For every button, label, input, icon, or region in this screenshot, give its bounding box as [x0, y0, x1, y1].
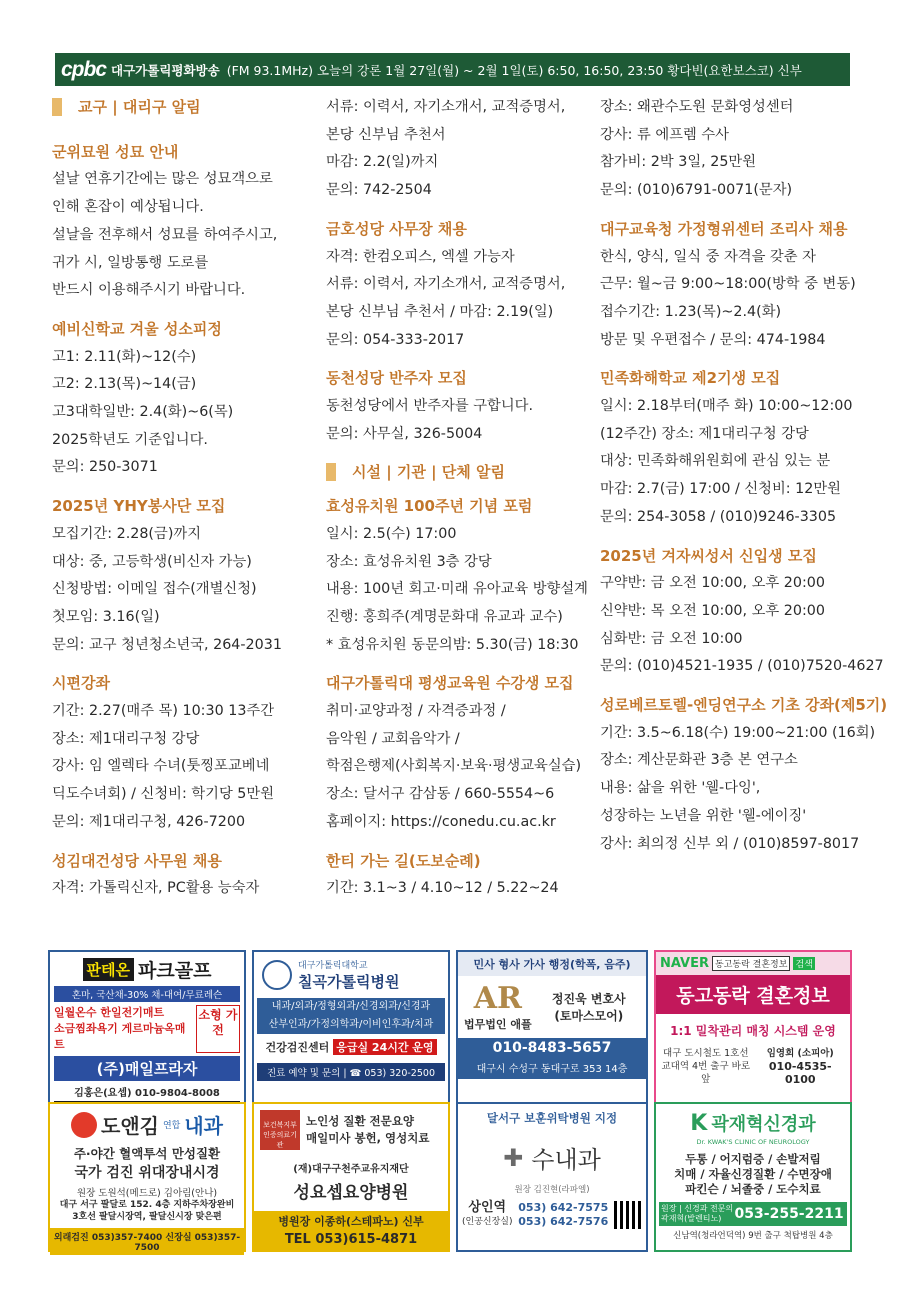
ad-law-firm: 법무법인 애플	[464, 1018, 532, 1031]
notice-line: 홈페이지: https://conedu.cu.ac.kr	[326, 813, 556, 830]
notice-line: 문의: 사무실, 326-5004	[326, 425, 483, 442]
notice-line: 장소: 왜관수도원 문화영성센터	[600, 99, 794, 115]
ad-doankim-dept: 내과	[184, 1114, 223, 1138]
notice-line: 동천성당에서 반주자를 구합니다.	[326, 398, 533, 415]
notice-line: 문의: (010)6791-0071(문자)	[600, 182, 793, 199]
notice-line: 본당 신부님 추천서 / 마감: 2.19(일)	[326, 303, 554, 320]
notice-line: 참가비: 2박 3일, 25만원	[600, 154, 757, 171]
notice-line: 고1: 2.11(화)~12(수)	[52, 348, 197, 365]
ad-law-phone: 010-8483-5657	[458, 1038, 646, 1058]
section-heading-diocese: 교구 | 대리구 알림	[52, 94, 215, 122]
ad-doankim-sub: 연합	[162, 1121, 181, 1131]
notice-line: 장소: 제1대리구청 강당	[52, 730, 200, 747]
notice-line: 자격: 가톨릭신자, PC활용 능숙자	[52, 880, 260, 897]
ad-apple-law-firm[interactable]	[456, 950, 648, 1108]
notice-line: 대상: 민족화해위원회에 관심 있는 분	[600, 453, 831, 470]
ad-park-golf-promo: 혼마, 국산채-30% 채-대여/무료레슨	[54, 986, 240, 1002]
notice-line: 장소: 효성유치원 3층 강당	[326, 553, 492, 570]
notice-line: 2025학년도 기준입니다.	[52, 431, 208, 448]
notice-line: 성장하는 노년을 위한 '웰-에이징'	[600, 807, 807, 824]
notice-line: 인해 혼잡이 예상됩니다.	[52, 199, 204, 216]
ad-su-name: 수내과	[531, 1146, 601, 1174]
notice-line: 기간: 3.1~3 / 4.10~12 / 5.22~24	[326, 880, 559, 897]
ad-kwak-name: 곽재혁신경과	[711, 1114, 816, 1135]
ad-kwak-line1: 두통 / 어지럼증 / 손발저림	[685, 1152, 821, 1166]
ad-chilgok-name: 칠곡가톨릭병원	[298, 973, 400, 991]
notice-line: 모집기간: 2.28(금)까지	[52, 525, 202, 542]
notice-title: 효성유치원 100주년 기념 포럼	[326, 497, 533, 516]
neuro-logo-icon: K	[690, 1110, 708, 1136]
notice-title: 성로베르토렐-엔딩연구소 기초 강좌(제5기)	[600, 696, 888, 715]
notice-title: 2025년 YHY봉사단 모집	[52, 497, 226, 516]
notice-title: 시편강좌	[52, 674, 110, 693]
notice-line: 딕도수녀회) / 신청비: 학기당 5만원	[52, 786, 275, 803]
notice-line: 학점은행제(사회복지·보육·평생교육실습)	[326, 758, 582, 775]
ad-joseph-t2: 매일미사 봉헌, 영성치료	[306, 1131, 430, 1145]
ad-park-golf-contact: 김홍은(요셉) 010-9804-8008	[74, 1088, 220, 1099]
ad-joseph-tel: TEL 053)615-4871	[254, 1231, 448, 1250]
ad-joseph-director: 병원장 이종하(스테파노) 신부	[254, 1211, 448, 1231]
notice-line: 접수기간: 1.23(목)~2.4(화)	[600, 303, 782, 320]
ad-chilgok-tel: 진료 예약 및 문의 | ☎ 053) 320-2500	[257, 1063, 445, 1081]
notice-line: 문의: (010)4521-1935 / (010)7520-4627	[600, 658, 884, 675]
notice-line: 음악원 / 교회음악가 /	[326, 730, 460, 747]
ad-kwak-addr: 신남역(청라언덕역) 9번 출구 척탑병원 4층	[673, 1231, 833, 1241]
notice-line: * 효성유치원 동문의밤: 5.30(금) 18:30	[326, 636, 579, 653]
notice-line: 설날을 전후해서 성묘를 하여주시고,	[52, 226, 278, 243]
ad-kwak-eng: Dr. KWAK'S CLINIC OF NEUROLOGY	[696, 1138, 810, 1146]
notice-line: 기간: 3.5~6.18(수) 19:00~21:00 (16회)	[600, 724, 876, 741]
notice-title: 예비신학교 겨울 성소피정	[52, 319, 222, 338]
ad-kwak-line2: 치매 / 자율신경질환 / 수면장애	[674, 1167, 832, 1181]
ad-park-golf-line1: 일월온수 한일전기매트	[54, 1006, 165, 1019]
ad-park-golf-side: 소형 가전	[196, 1005, 240, 1053]
notice-line: 첫모임: 3.16(일)	[52, 608, 160, 625]
ad-chilgok-depts2: 산부인과/가정의학과/이비인후과/치과	[268, 1019, 434, 1030]
column-middle-notices	[326, 94, 591, 903]
ad-chilgok-school: 대구가톨릭대학교	[298, 961, 368, 971]
notice-line: 진행: 홍희주(계명문화대 유교과 교수)	[326, 608, 563, 625]
notice-line: 신약반: 목 오전 10:00, 오후 20:00	[600, 602, 825, 619]
notice-line: 근무: 월~금 9:00~18:00(방학 중 변동)	[600, 276, 856, 293]
sermon-info: (FM 93.1MHz) 오늘의 강론 1월 27일(월) ~ 2월 1일(토) 6:50, 16:50, 23:50 황다빈(요한보스코) 신부	[226, 62, 802, 78]
broadcast-banner	[55, 53, 850, 86]
ad-dongo-loc2: 교대역 4번 출구 바로 앞	[661, 1061, 751, 1085]
ad-park-golf-brand: 판테온	[83, 958, 134, 981]
notice-line: 서류: 이력서, 자기소개서, 교적증명서,	[326, 99, 566, 115]
ad-su-doctor: 원장 김진현(라파엘)	[514, 1185, 590, 1195]
notice-line: 한식, 양식, 일식 중 자격을 갖춘 자	[600, 248, 816, 265]
ad-joseph-t1: 노인성 질환 전문요양	[306, 1114, 414, 1128]
ad-dongo-person: 임영희 (소피아)	[766, 1048, 834, 1059]
ad-park-golf[interactable]	[48, 950, 246, 1108]
notice-line: 설날 연휴기간에는 많은 성묘객으로	[52, 171, 273, 188]
ad-naver-search: 동고동락 결혼정보	[712, 956, 790, 971]
notice-line: 신청방법: 이메일 접수(개별신청)	[52, 581, 257, 598]
ad-doankim-tel: 외래검진 053)357-7400 신장실 053)357-7500	[50, 1228, 244, 1255]
notice-line: 마감: 2.2(일)까지	[326, 154, 439, 171]
qr-code-icon	[614, 1201, 642, 1229]
notice-title: 대구가톨릭대 평생교육원 수강생 모집	[326, 674, 574, 693]
ad-doankim-docs: 원장 도원석(메드로) 김아림(안나)	[76, 1188, 218, 1199]
ad-law-baptismal: (토마스모어)	[554, 1009, 624, 1023]
notice-line: 강사: 임 엘렉타 수녀(툿찡포교베네	[52, 758, 270, 775]
notice-line: 대상: 중, 고등학생(비신자 가능)	[52, 553, 252, 570]
notice-line: 귀가 시, 일방통행 도로를	[52, 254, 209, 271]
notice-title: 동천성당 반주자 모집	[326, 369, 467, 388]
clinic-logo-icon	[71, 1112, 97, 1138]
ad-su-phone2: 053) 642-7576	[518, 1215, 609, 1228]
hospital-emblem-icon	[262, 960, 292, 990]
notice-title: 민족화해학교 제2기생 모집	[600, 369, 781, 388]
ad-st-joseph-hospital[interactable]	[252, 1102, 450, 1252]
ad-kwak-neurology[interactable]	[654, 1102, 852, 1252]
ad-doankim-line2: 국가 검진 위대장내시경	[74, 1165, 220, 1181]
notice-line: 강사: 최의정 신부 외 / (010)8597-8017	[600, 835, 860, 852]
notice-line: 자격: 한컴오피스, 엑셀 가능자	[326, 248, 515, 265]
ad-joseph-badge: 보건복지부 인증의료기관	[260, 1110, 300, 1150]
column-right-notices	[600, 94, 888, 858]
ad-chilgok-check: 건강검진센터	[265, 1041, 330, 1054]
ad-dongo-loc1: 대구 도시철도 1호선	[663, 1048, 749, 1059]
notice-line: 내용: 삶을 위한 '웰-다잉',	[600, 780, 761, 797]
notice-title: 대구교육청 가정형위센터 조리사 채용	[600, 219, 848, 238]
ad-chilgok-hospital[interactable]	[252, 950, 450, 1108]
cpbc-logo: cpbc	[61, 57, 107, 81]
cross-icon: ✚	[503, 1143, 524, 1172]
ad-law-mark: AR	[473, 981, 522, 1016]
ad-joseph-name: 성요셉요양병원	[293, 1183, 409, 1203]
notice-line: 본당 신부님 추천서	[326, 126, 446, 143]
ad-doankim-clinic[interactable]	[48, 1102, 246, 1252]
notice-title: 한티 가는 길(도보순례)	[326, 851, 481, 870]
notice-line: 문의: 교구 청년청소년국, 264-2031	[52, 636, 282, 653]
notice-line: 기간: 2.27(매주 목) 10:30 13주간	[52, 703, 275, 720]
notice-line: 문의: 제1대리구청, 426-7200	[52, 813, 246, 830]
notice-line: 문의: 254-3058 / (010)9246-3305	[600, 508, 837, 525]
notice-title: 2025년 겨자씨성서 신입생 모집	[600, 546, 817, 565]
notice-line: 문의: 742-2504	[326, 182, 432, 199]
notice-line: (12주간) 장소: 제1대리구청 강당	[600, 425, 809, 442]
ad-doankim-addr2: 3호선 팔달시장역, 팔달신시장 맞은편	[72, 1212, 222, 1222]
ad-dongo-marriage[interactable]	[654, 950, 852, 1108]
ad-kwak-phone: 053-255-2211	[734, 1206, 844, 1222]
notice-title: 금호성당 사무장 채용	[326, 219, 467, 238]
ad-joseph-org: (재)대구구천주교유지재단	[293, 1164, 409, 1175]
notice-line: 일시: 2.18부터(매주 화) 10:00~12:00	[600, 398, 853, 415]
notice-line: 내용: 100년 회고·미래 유아교육 방향설계	[326, 581, 588, 598]
notice-line: 강사: 류 에프렘 수사	[600, 126, 729, 143]
ad-park-golf-line2: 소금찜좌욕기 게르마늄옥매트	[54, 1022, 186, 1051]
notice-line: 고3대학일반: 2.4(화)~6(목)	[52, 404, 234, 421]
notice-title: 성김대건성당 사무원 채용	[52, 851, 222, 870]
ad-naver-search-button[interactable]: 검색	[793, 957, 814, 970]
ad-chilgok-depts1: 내과/외과/정형외과/신경외과/신경과	[271, 1001, 431, 1012]
ad-doankim-name: 도앤김	[101, 1114, 159, 1138]
ad-su-station: 상인역	[468, 1200, 507, 1215]
notice-line: 방문 및 우편접수 / 문의: 474-1984	[600, 331, 826, 348]
notice-line: 문의: 250-3071	[52, 459, 158, 476]
ad-su-title: 달서구 보훈위탁병원 지정	[486, 1111, 618, 1125]
notice-line: 취미·교양과정 / 자격증과정 /	[326, 703, 506, 720]
ad-kwak-line3: 파킨슨 / 뇌졸중 / 도수치료	[685, 1182, 821, 1196]
column-diocese-notices	[52, 94, 314, 903]
ad-kwak-doc2: 곽재혁(발렌티노)	[661, 1214, 722, 1223]
station-name: 대구가톨릭평화방송	[111, 62, 220, 78]
ad-su-sub: (인공신장실)	[462, 1217, 513, 1227]
ad-kwak-doc1: 원장 | 신경과 전문의	[661, 1204, 734, 1213]
notice-title: 군위묘원 성묘 안내	[52, 142, 179, 161]
notice-line: 심화반: 금 오전 10:00	[600, 630, 743, 647]
notice-line: 장소: 달서구 감삼동 / 660-5554~6	[326, 786, 555, 803]
ad-law-title: 민사 형사 가사 행정(학폭, 음주)	[458, 952, 646, 976]
ad-law-address: 대구시 수성구 동대구로 353 14층	[458, 1058, 646, 1079]
ad-dongo-name: 동고동락 결혼정보	[656, 975, 850, 1014]
notice-line: 장소: 계산문화관 3층 본 연구소	[600, 752, 798, 769]
notice-line: 일시: 2.5(수) 17:00	[326, 525, 457, 542]
ad-park-golf-company: (주)매일프라자	[54, 1056, 240, 1081]
ad-park-golf-name: 파크골프	[138, 960, 212, 982]
notice-line: 서류: 이력서, 자기소개서, 교적증명서,	[326, 276, 566, 293]
section-heading-facilities: 시설 | 기관 | 단체 알림	[326, 459, 519, 487]
ad-naver-brand: NAVER	[660, 956, 710, 971]
ad-su-clinic[interactable]	[456, 1102, 648, 1252]
notice-line: 마감: 2.7(금) 17:00 / 신청비: 12만원	[600, 481, 841, 498]
ad-dongo-system: 1:1 밀착관리 매칭 시스템 운영	[670, 1024, 836, 1038]
ad-law-lawyer: 정진욱 변호사	[551, 992, 626, 1006]
ad-doankim-addr1: 대구 서구 팔달로 152. 4층 지하주차장완비	[59, 1200, 235, 1210]
notice-line: 문의: 054-333-2017	[326, 331, 465, 348]
ad-doankim-line1: 주·야간 혈액투석 만성질환	[73, 1146, 221, 1161]
ad-dongo-phone: 010-4535-0100	[768, 1060, 832, 1086]
notice-line: 구약반: 금 오전 10:00, 오후 20:00	[600, 575, 825, 592]
ad-chilgok-er: 응급실 24시간 운영	[333, 1039, 436, 1055]
notice-line: 반드시 이용해주시기 바랍니다.	[52, 282, 246, 299]
notice-line: 고2: 2.13(목)~14(금)	[52, 376, 197, 393]
ad-su-phone1: 053) 642-7575	[518, 1201, 609, 1214]
